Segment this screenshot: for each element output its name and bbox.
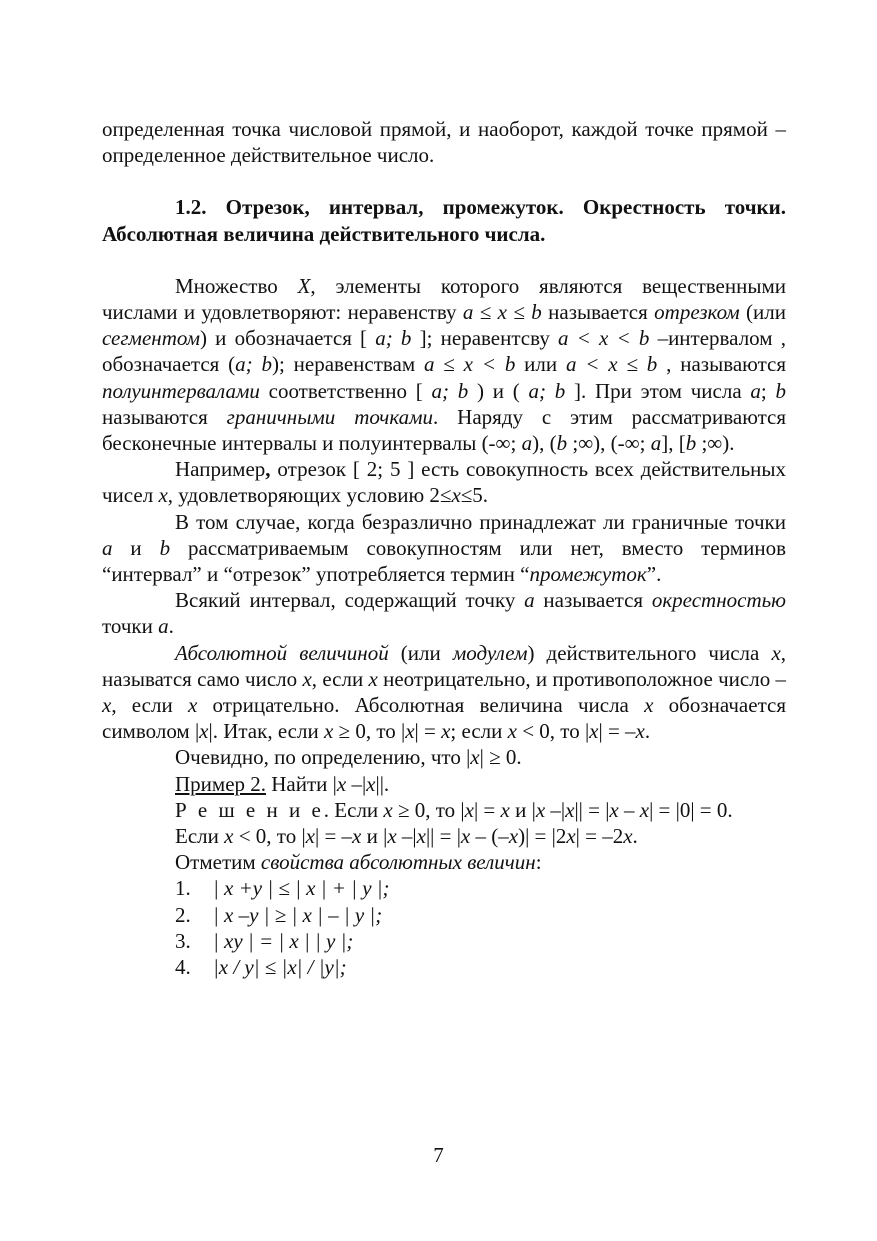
solution-line-2: Если x < 0, то |x| = –x и |x –|x|| = |x – (–x)| = |2x| = –2x. (175, 824, 638, 849)
page-number: 7 (433, 1143, 444, 1167)
section-heading: 1.2. Отрезок, интервал, промежуток. Окрестность точки. Абсолютная величина действительного числа. (102, 195, 786, 246)
example-label: Пример 2. (175, 771, 267, 796)
absolute-value-paragraph: Абсолютной величиной (или модулем) действительного числа x, называтся само число x, если x неотрицательно, и противоположное число –x, если x отрицательно. Абсолютная величина числа x обозначается символом |x|. Итак, если x ≥ 0, то |x| = x; если x < 0, то |x| = –x. (102, 640, 787, 744)
spacer (102, 247, 786, 273)
example-2-line: Пример 2. Найти |x –|x||. (175, 771, 390, 796)
neighborhood-paragraph: Всякий интервал, содержащий точку a называется окрестностью точки a. (102, 588, 786, 639)
properties-line: Отметим свойства абсолютных величин: (175, 850, 542, 875)
definition-paragraph: Множество X, элементы которого являются вещественными числами и удовлетворяют: неравенству a ≤ x ≤ b называется отрезком (или сегментом) и обозначается [ a; b ]; неравентсву a < x < b –интервалом , обозначается (a; b); неравенствам a ≤ x < b или a < x ≤ b , называются полуинтервалами соответственно [ a; b ) и ( a; b ]. При этом числа a; b называются граничными точками. Наряду с этим рассматриваются бесконечные интервалы и полуинтервалы (-∞; a), (b ;∞), (-∞; a], [b ;∞). (102, 273, 787, 456)
example-paragraph: Например, отрезок [ 2; 5 ] есть совокупность всех действительных чисел x, удовлетворяющих условию 2≤x≤5. (102, 457, 786, 508)
intro-paragraph: определенная точка числовой прямой, и наоборот, каждой точке прямой – определенное действительное число. (102, 117, 786, 168)
solution-label: Р е ш е н и е (175, 797, 324, 822)
list-item: 4. |x / y| ≤ |x| / |y|; (175, 955, 347, 980)
interval-term-paragraph: В том случае, когда безразлично принадлежат ли граничные точки a и b рассматриваемым совокупностям или нет, вместо терминов “интервал” и “отрезок” употребляется термин “промежуток”. (102, 509, 786, 587)
document-page (102, 116, 786, 980)
list-item: 3. | xy | = | x | | y |; (175, 928, 354, 953)
obviously-line: Очевидно, по определению, что |x| ≥ 0. (175, 745, 522, 770)
list-item: 2. | x –y | ≥ | x | – | y |; (175, 902, 383, 927)
solution-line-1: Р е ш е н и е. Если x ≥ 0, то |x| = x и |x –|x|| = |x – x| = |0| = 0. (175, 797, 733, 822)
spacer (102, 168, 786, 194)
list-item: 1. | x +y | ≤ | x | + | y |; (175, 876, 390, 901)
